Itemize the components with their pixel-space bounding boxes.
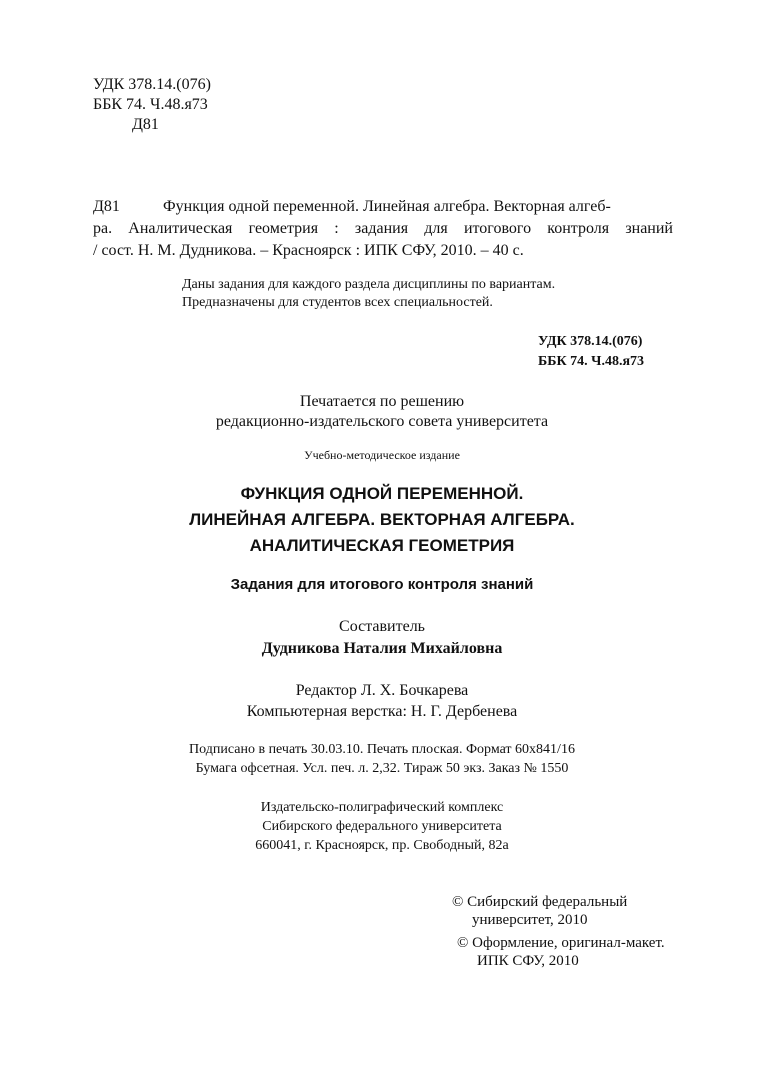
subtitle: Задания для итогового контроля знаний [230,576,534,593]
bbk-code-bold: ББК 74. Ч.48.я73 [538,354,645,369]
title-line-2: ЛИНЕЙНАЯ АЛГЕБРА. ВЕКТОРНАЯ АЛГЕБРА. [189,510,575,529]
publisher-line-3: 660041, г. Красноярск, пр. Свободный, 82а [255,838,509,853]
copyright-line-4: ИПК СФУ, 2010 [477,953,579,969]
annotation-line-2: Предназначены для студентов всех специальностей. [182,295,493,310]
bib-line-3: / сост. Н. М. Дудникова. – Красноярск : ИПК СФУ, 2010. – 40 с. [93,242,524,259]
annotation-line-1: Даны задания для каждого раздела дисциплины по вариантам. [182,277,556,292]
author-mark: Д81 [132,116,159,133]
publisher-line-2: Сибирского федерального университета [262,819,502,834]
edition-type: Учебно-методическое издание [304,448,460,462]
udk-code-bold: УДК 378.14.(076) [538,334,643,349]
compiler-label: Составитель [339,618,425,635]
bib-line-1: Функция одной переменной. Линейная алгебра. Векторная алгеб- [163,198,611,215]
publisher-line-1: Издательско-полиграфический комплекс [260,800,504,815]
editor-credit: Редактор Л. Х. Бочкарева [295,682,469,699]
bib-line-2: ра. Аналитическая геометрия : задания для итогового контроля знаний [93,220,673,237]
copyright-line-1: © Сибирский федеральный [452,894,628,910]
print-info-line-1: Подписано в печать 30.03.10. Печать плоская. Формат 60х841/16 [189,742,575,757]
publish-note-line-2: редакционно-издательского совета университета [215,413,549,430]
bbk-code: ББК 74. Ч.48.я73 [93,96,208,113]
print-info-line-2: Бумага офсетная. Усл. печ. л. 2,32. Тираж 50 экз. Заказ № 1550 [195,761,569,776]
copyright-line-3: © Оформление, оригинал-макет. [457,935,665,951]
publish-note-line-1: Печатается по решению [299,393,465,410]
title-line-3: АНАЛИТИЧЕСКАЯ ГЕОМЕТРИЯ [249,536,515,555]
bib-mark: Д81 [93,198,120,215]
layout-credit: Компьютерная верстка: Н. Г. Дербенева [246,703,518,720]
compiler-name: Дудникова Наталия Михайловна [261,640,503,657]
udk-code: УДК 378.14.(076) [93,76,211,93]
copyright-line-2: университет, 2010 [472,912,588,928]
title-line-1: ФУНКЦИЯ ОДНОЙ ПЕРЕМЕННОЙ. [240,484,524,503]
